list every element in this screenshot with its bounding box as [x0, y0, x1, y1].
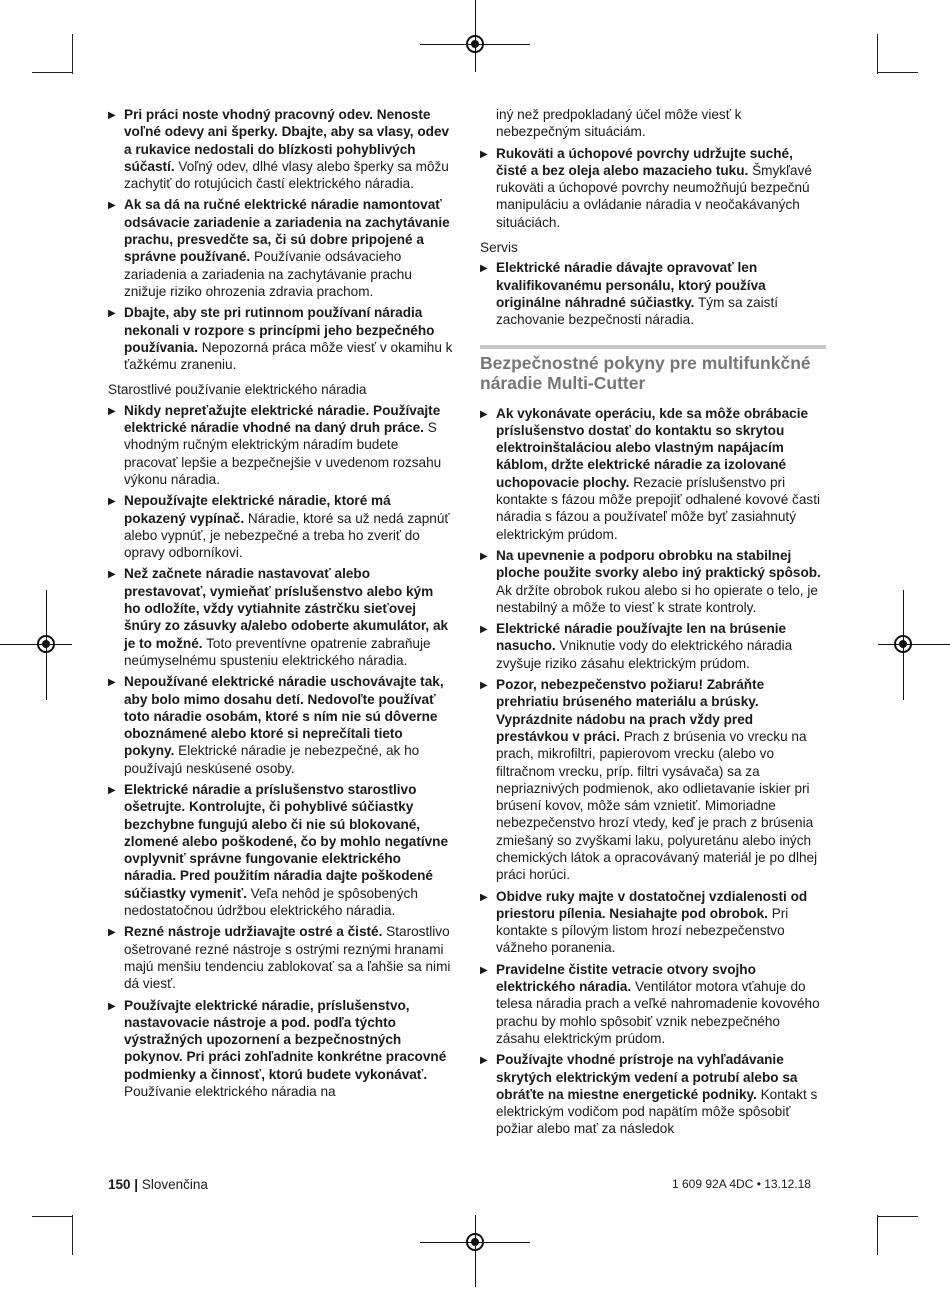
- item-text: Používanie odsávacieho zariadenia a zariadenia na zachytávanie prachu znižuje riziko ohrozenia zdravia prachom.: [124, 249, 412, 299]
- left-column: [108, 106, 453, 1104]
- list-item: [480, 547, 826, 616]
- section-heading-block: [480, 345, 826, 393]
- item-bold: Pri práci noste vhodný pracovný odev. Nenoste voľné odevy ani šperky. Dbajte, aby sa vlasy, odev a rukavice nedostali do blízkosti pohyblivých súčastí.: [124, 107, 450, 174]
- item-text: Vniknutie vody do elektrického náradia zvyšuje riziko zásahu elektrickým prúdom.: [496, 638, 793, 671]
- bullet-arrow-icon: ▶: [108, 496, 116, 508]
- list-item: [480, 1051, 826, 1137]
- crop-mark: [878, 1216, 918, 1217]
- footer-doc-code: 1 609 92A 4DC • 13.12.18: [672, 1177, 811, 1191]
- item-text: Kontakt s elektrickým vodičom pod napätím môže spôsobiť požiar alebo mať za následok: [496, 1086, 818, 1137]
- bullet-arrow-icon: ▶: [480, 680, 488, 692]
- section-heading: Bezpečnostné pokyny pre multifunkčné náradie Multi-Cutter: [480, 352, 811, 393]
- item-text: Toto preventívne opatrenie zabraňuje neúmyselnému spusteniu elektrického náradia.: [124, 635, 431, 668]
- subheading: Starostlivé používanie elektrického náradia: [108, 382, 367, 398]
- registration-mark-left-line-h: [0, 644, 72, 645]
- item-text: Ventilátor motora vťahuje do telesa náradia prach a veľké nahromadenie kovového prachu by mohlo spôsobiť vznik nebezpečného zásahu elektrickým prúdom.: [496, 979, 820, 1046]
- bullet-arrow-icon: ▶: [480, 964, 488, 976]
- item-bold: Elektrické náradie používajte len na brúsenie nasucho.: [496, 621, 787, 654]
- bullet-arrow-icon: ▶: [108, 784, 116, 796]
- list-item: [108, 923, 453, 992]
- list-item: [108, 402, 453, 488]
- list-item: [108, 196, 453, 300]
- bullet-arrow-icon: ▶: [108, 927, 116, 939]
- registration-mark-top-icon: [466, 35, 484, 53]
- bullet-arrow-icon: ▶: [108, 677, 116, 689]
- item-text: Elektrické náradie je nebezpečné, ak ho používajú neskúsené osoby.: [124, 743, 420, 776]
- list-item: [480, 145, 826, 231]
- item-text: Tým sa zaistí zachovanie bezpečnosti náradia.: [496, 294, 779, 328]
- bullet-arrow-icon: ▶: [480, 408, 488, 420]
- registration-mark-left-icon: [37, 635, 55, 653]
- item-bold: Rukoväti a úchopové povrchy udržujte suché, čisté a bez oleja alebo mazacieho tuku.: [496, 145, 793, 178]
- item-bold: Používajte elektrické náradie, príslušenstvo, nastavovacie nástroje a pod. podľa týchto výstražných upozornení a bezpečnostných pokynov. Pri práci zohľadnite konkrétne pracovné podmienky a činnosť, ktorú budete vykonávať.: [124, 997, 447, 1082]
- list-item: [480, 961, 826, 1047]
- item-bold: Ak sa dá na ručné elektrické náradie namontovať odsávacie zariadenie a zariadenia na zachytávanie prachu, presvedčte sa, či sú dobre pripojené a správne používané.: [124, 197, 450, 265]
- list-item: [480, 676, 826, 884]
- item-bold: Dbajte, aby ste pri rutinnom používaní náradia nekonali v rozpore s princípmi jeho bezpečného používania.: [124, 305, 435, 355]
- registration-mark-bottom-line-v: [475, 1215, 476, 1287]
- bullet-arrow-icon: ▶: [108, 569, 116, 581]
- list-item: [108, 304, 453, 373]
- item-text: Nepozorná práca môže viesť v okamihu k ťažkému zraneniu.: [124, 339, 453, 373]
- continuation-text: iný než predpokladaný účel môže viesť k nebezpečným situáciám.: [496, 107, 742, 140]
- list-item: [480, 259, 826, 328]
- crop-mark: [32, 1216, 72, 1217]
- footer-separator: |: [134, 1177, 139, 1192]
- item-text: S vhodným ručným elektrickým náradím budete pracovať lepšie a bezpečnejšie v uvedenom rozsahu výkonu náradia.: [124, 420, 442, 487]
- item-text: Starostlivo ošetrované rezné nástroje s ostrými reznými hranami majú menšiu tendenciu zablokovať sa a ľahšie sa nimi dá viesť.: [124, 924, 451, 992]
- item-text: Pri kontakte s pílovým listom hrozí nebezpečenstvo vážneho poranenia.: [496, 905, 789, 956]
- subheading: Servis: [480, 240, 518, 256]
- list-item: [108, 673, 453, 777]
- item-bold: Používajte vhodné prístroje na vyhľadávanie skrytých elektrickým vedení a potrubí alebo sa obráťte na miestne energetické podniky.: [496, 1052, 798, 1102]
- list-item: [108, 565, 453, 669]
- item-bold: Na upevnenie a podporu obrobku na stabilnej ploche použite svorky alebo iný praktický spôsob.: [496, 547, 821, 581]
- bullet-arrow-icon: ▶: [480, 263, 488, 275]
- registration-mark-right-line-h: [878, 644, 950, 645]
- item-bold: Elektrické náradie dávajte opravovať len kvalifikovanému personálu, ktorý používa originálne náhradné súčiastky.: [496, 260, 766, 310]
- crop-mark: [877, 1215, 878, 1255]
- item-text: Ak držíte obrobok rukou alebo si ho opierate o telo, je nestabilný a môže to viesť k strate kontroly.: [496, 582, 818, 615]
- bullet-arrow-icon: ▶: [480, 550, 488, 562]
- list-item: [108, 997, 453, 1101]
- list-item: [108, 492, 453, 561]
- bullet-arrow-icon: ▶: [480, 1055, 488, 1067]
- crop-mark: [72, 34, 73, 74]
- bullet-arrow-icon: ▶: [480, 624, 488, 636]
- item-text: Veľa nehôd je spôsobených nedostatočnou údržbou elektrického náradia.: [124, 885, 418, 919]
- list-item: [480, 620, 826, 672]
- list-item: [108, 781, 453, 919]
- crop-mark: [878, 72, 918, 73]
- item-bold: Než začnete náradie nastavovať alebo prestavovať, vymieňať príslušenstvo alebo kým ho odložíte, vždy vytiahnite zástrčku sieťovej šnúry zo zásuvky a/alebo odoberte akumulátor, ak je to možné.: [124, 566, 449, 651]
- item-bold: Pozor, nebezpečenstvo požiaru! Zabráňte prehriatiu brúseného materiálu a brúsky. Vyprázdnite nádobu na prach vždy pred prestávkou v práci.: [496, 677, 765, 744]
- list-item: [480, 405, 826, 543]
- item-bold: Rezné nástroje udržiavajte ostré a čisté.: [124, 924, 383, 940]
- bullet-arrow-icon: ▶: [108, 200, 116, 212]
- item-bold: Ak vykonávate operáciu, kde sa môže obrábacie príslušenstvo dostať do kontaktu so skrytou elektroinštaláciou alebo vlastným napájacím káblom, držte elektrické náradie za izolované uchopovacie plochy.: [496, 405, 809, 490]
- footer-language: Slovenčina: [141, 1177, 208, 1192]
- item-bold: Nepoužívané elektrické náradie uschovávajte tak, aby bolo mimo dosahu detí. Nedovoľte používať toto náradie osobám, ktoré s ním nie sú dôverne oboznámené alebo ktoré si neprečítali tieto pokyny.: [124, 674, 444, 759]
- right-column: [480, 106, 826, 1142]
- bullet-arrow-icon: ▶: [108, 110, 116, 121]
- item-bold: Nepoužívajte elektrické náradie, ktoré má pokazený vypínač.: [124, 493, 391, 526]
- item-text: Rezacie príslušenstvo pri kontakte s fázou môže prepojiť odhalené kovové časti náradia s fázou a používateľ môže byť zasiahnutý elektrickým prúdom.: [496, 474, 820, 542]
- page-number: 150: [108, 1177, 131, 1192]
- item-text: Voľný odev, dlhé vlasy alebo šperky sa môžu zachytiť do rotujúcich častí elektrického náradia.: [124, 158, 449, 192]
- crop-mark: [32, 72, 72, 73]
- crop-mark: [877, 34, 878, 74]
- bullet-arrow-icon: ▶: [108, 308, 116, 320]
- list-item: [108, 106, 453, 192]
- item-text: Šmykľavé rukoväti a úchopové povrchy neumožňujú bezpečnú manipuláciu a ovládanie náradia v neočakávaných situáciách.: [496, 162, 812, 230]
- bullet-arrow-icon: ▶: [108, 405, 116, 417]
- bullet-arrow-icon: ▶: [480, 891, 488, 903]
- bullet-arrow-icon: ▶: [480, 148, 488, 160]
- crop-mark: [72, 1215, 73, 1255]
- item-bold: Elektrické náradie a príslušenstvo starostlivo ošetrujte. Kontrolujte, či pohyblivé súčiastky bezchybne fungujú alebo či nie sú blokované, zlomené alebo poškodené, čo by mohlo negatívne ovplyvniť správne fungovanie elektrického náradia. Pred použitím náradia dajte poškodené súčiastky vymeniť.: [124, 781, 449, 901]
- registration-mark-bottom-icon: [466, 1233, 484, 1251]
- item-bold: Nikdy nepreťažujte elektrické náradie. Používajte elektrické náradie vhodné na daný druh práce.: [124, 402, 441, 436]
- item-text: Prach z brúsenia vo vrecku na prach, mikrofiltri, papierovom vrecku (alebo vo filtračnom vrecku, príp. filtri vysávača) sa za nepriaznivých podmienok, ako odlietavanie iskier pri brúsení kovov, môže sám vznietiť. Mimoriadne nebezpečenstvo hrozí vtedy, keď je prach z brúsenia zmiešaný so zvyškami laku, polyuretánu alebo iných chemických látok a opracovávaný materiál je po dlhej práci horúci.: [496, 728, 818, 883]
- registration-mark-right-icon: [894, 635, 912, 653]
- list-item: [480, 888, 826, 957]
- item-text: Používanie elektrického náradia na: [124, 1084, 336, 1100]
- item-bold: Obidve ruky majte v dostatočnej vzdialenosti od priestoru pílenia. Nesiahajte pod obrobok.: [496, 888, 808, 921]
- item-bold: Pravidelne čistite vetracie otvory svojho elektrického náradia.: [496, 961, 756, 995]
- footer-page-info: [108, 1176, 208, 1193]
- item-text: Náradie, ktoré sa už nedá zapnúť alebo vypnúť, je nebezpečné a treba ho zveriť do opravy odborníkovi.: [124, 510, 450, 561]
- bullet-arrow-icon: ▶: [108, 1000, 116, 1012]
